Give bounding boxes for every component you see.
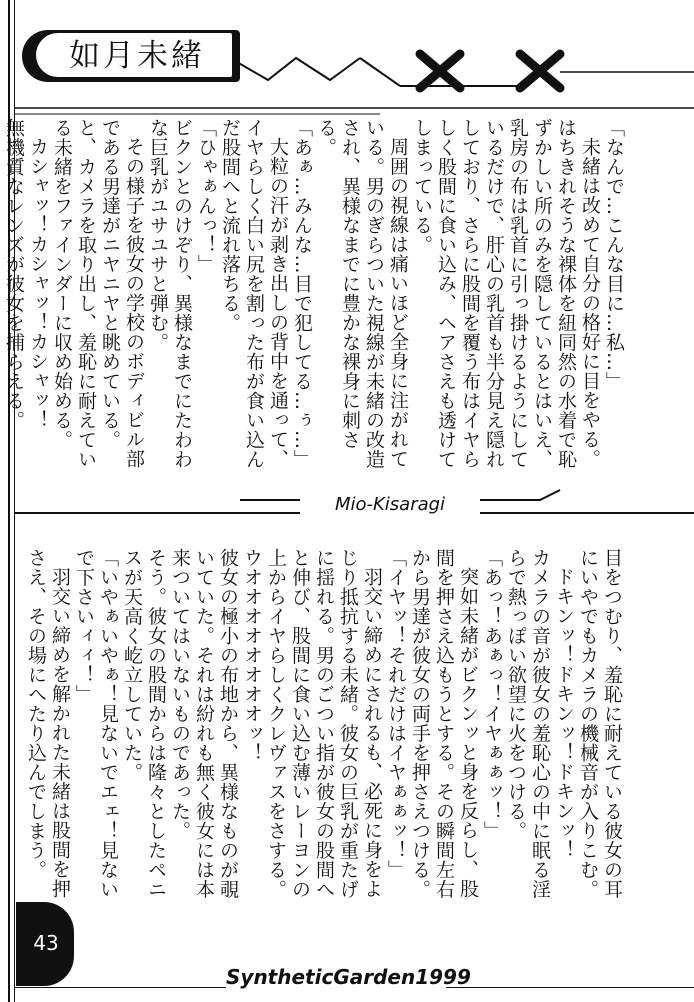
paragraph: 大粒の汗が剥き出しの背中を通って、イヤらしく白い尻を割った布が食い込んだ股間へと流れ落ちる。 [219, 118, 289, 469]
paragraph: ビクンとのけぞり、異様なまでにたわわな巨乳がユサユサと弾む。 [147, 118, 193, 469]
paragraph: カシャッ！カシャッ！カシャッ！ [27, 137, 49, 430]
paragraph: 突如未緒がビクンッと身を反らし、股間を押さえ込もうとする。その瞬間左右から男達が彼女の両手を押さえつける。 [409, 548, 479, 899]
paragraph: 「ひゃぁんっ！」 [195, 118, 217, 274]
paragraph: その様子を彼女の学校のボディビル部である男達がニヤニヤと眺めている。と、カメラを取り出し、羞恥に耐えている未緒をファインダーに収め始める。 [51, 118, 145, 469]
paragraph: 「なんで…こんな目に…私…」 [603, 118, 625, 391]
paragraph: 無機質なレンズが彼女を捕らえる。 [3, 118, 25, 430]
paragraph: ウオオオオオオオオッ！ [241, 548, 263, 763]
paragraph: そう。彼女の股間からは隆々としたペニスが天高く屹立していた。 [121, 548, 167, 899]
paragraph: 目をつむり、羞恥に耐えている彼女の耳にいやでもカメラの機械音が入りこむ。 [577, 548, 623, 899]
paragraph: 「あぁ…みんな…目で犯してる…ぅ…」 [291, 118, 313, 469]
character-name: 如月未緒 [69, 38, 205, 74]
paragraph: カメラの音が彼女の羞恥心の中に眠る淫らで熱っぽい欲望に火をつける。 [505, 548, 551, 899]
paragraph: 「あっ！あぁっ！イヤぁぁッ！」 [481, 548, 503, 841]
story-text-bottom [25, 548, 624, 900]
paragraph: 羽交い締めを解かれた未緒は股間を押さえ、その場にへたり込んでしまう。 [25, 548, 71, 899]
paragraph: 「いやぁいやぁ！見ないでエェ！見ないで下さいィィ！」 [73, 548, 119, 899]
paragraph: 羽交い締めにされるも、必死に身をよじり抵抗する未緒。彼女の巨乳が重たげに揺れる。男のごつい指が彼女の股間へと伸び、股間に食い込む薄いレーヨンの上からイヤらしくクレヴァスをさする。 [265, 548, 383, 899]
paragraph: ドキンッ！ドキンッ！ドキンッ！ [553, 567, 575, 860]
footer-logo: SyntheticGarden1999 [226, 965, 471, 989]
paragraph: 周囲の視線は痛いほど全身に注がれている。男のぎらついた視線が未緒の改造され、異様なまでに豊かな裸身に刺さる。 [315, 118, 409, 469]
romanized-name: Mio-Kisaragi [300, 490, 480, 520]
paragraph: 「イヤッ！それだけはイヤぁぁッ！」 [385, 548, 407, 880]
paragraph: 未緒は改めて自分の格好に目をやる。はちきれそうな裸体を紐同然の水着で恥ずかしい所のみを隠しているとはいえ、乳房の布は乳首に引っ掛けるようにしているだけで、肝心の乳首も半分見え隠れしており、さらに股間を覆う布はイヤらしく股間に食い込み、ヘアさえも透けてしまっている。 [411, 118, 601, 469]
paragraph: 彼女の極小の布地から、異様なものが覗いていた。それは紛れも無く彼女には本来ついてはいないものであった。 [169, 548, 239, 899]
page-number: 43 [33, 931, 59, 955]
